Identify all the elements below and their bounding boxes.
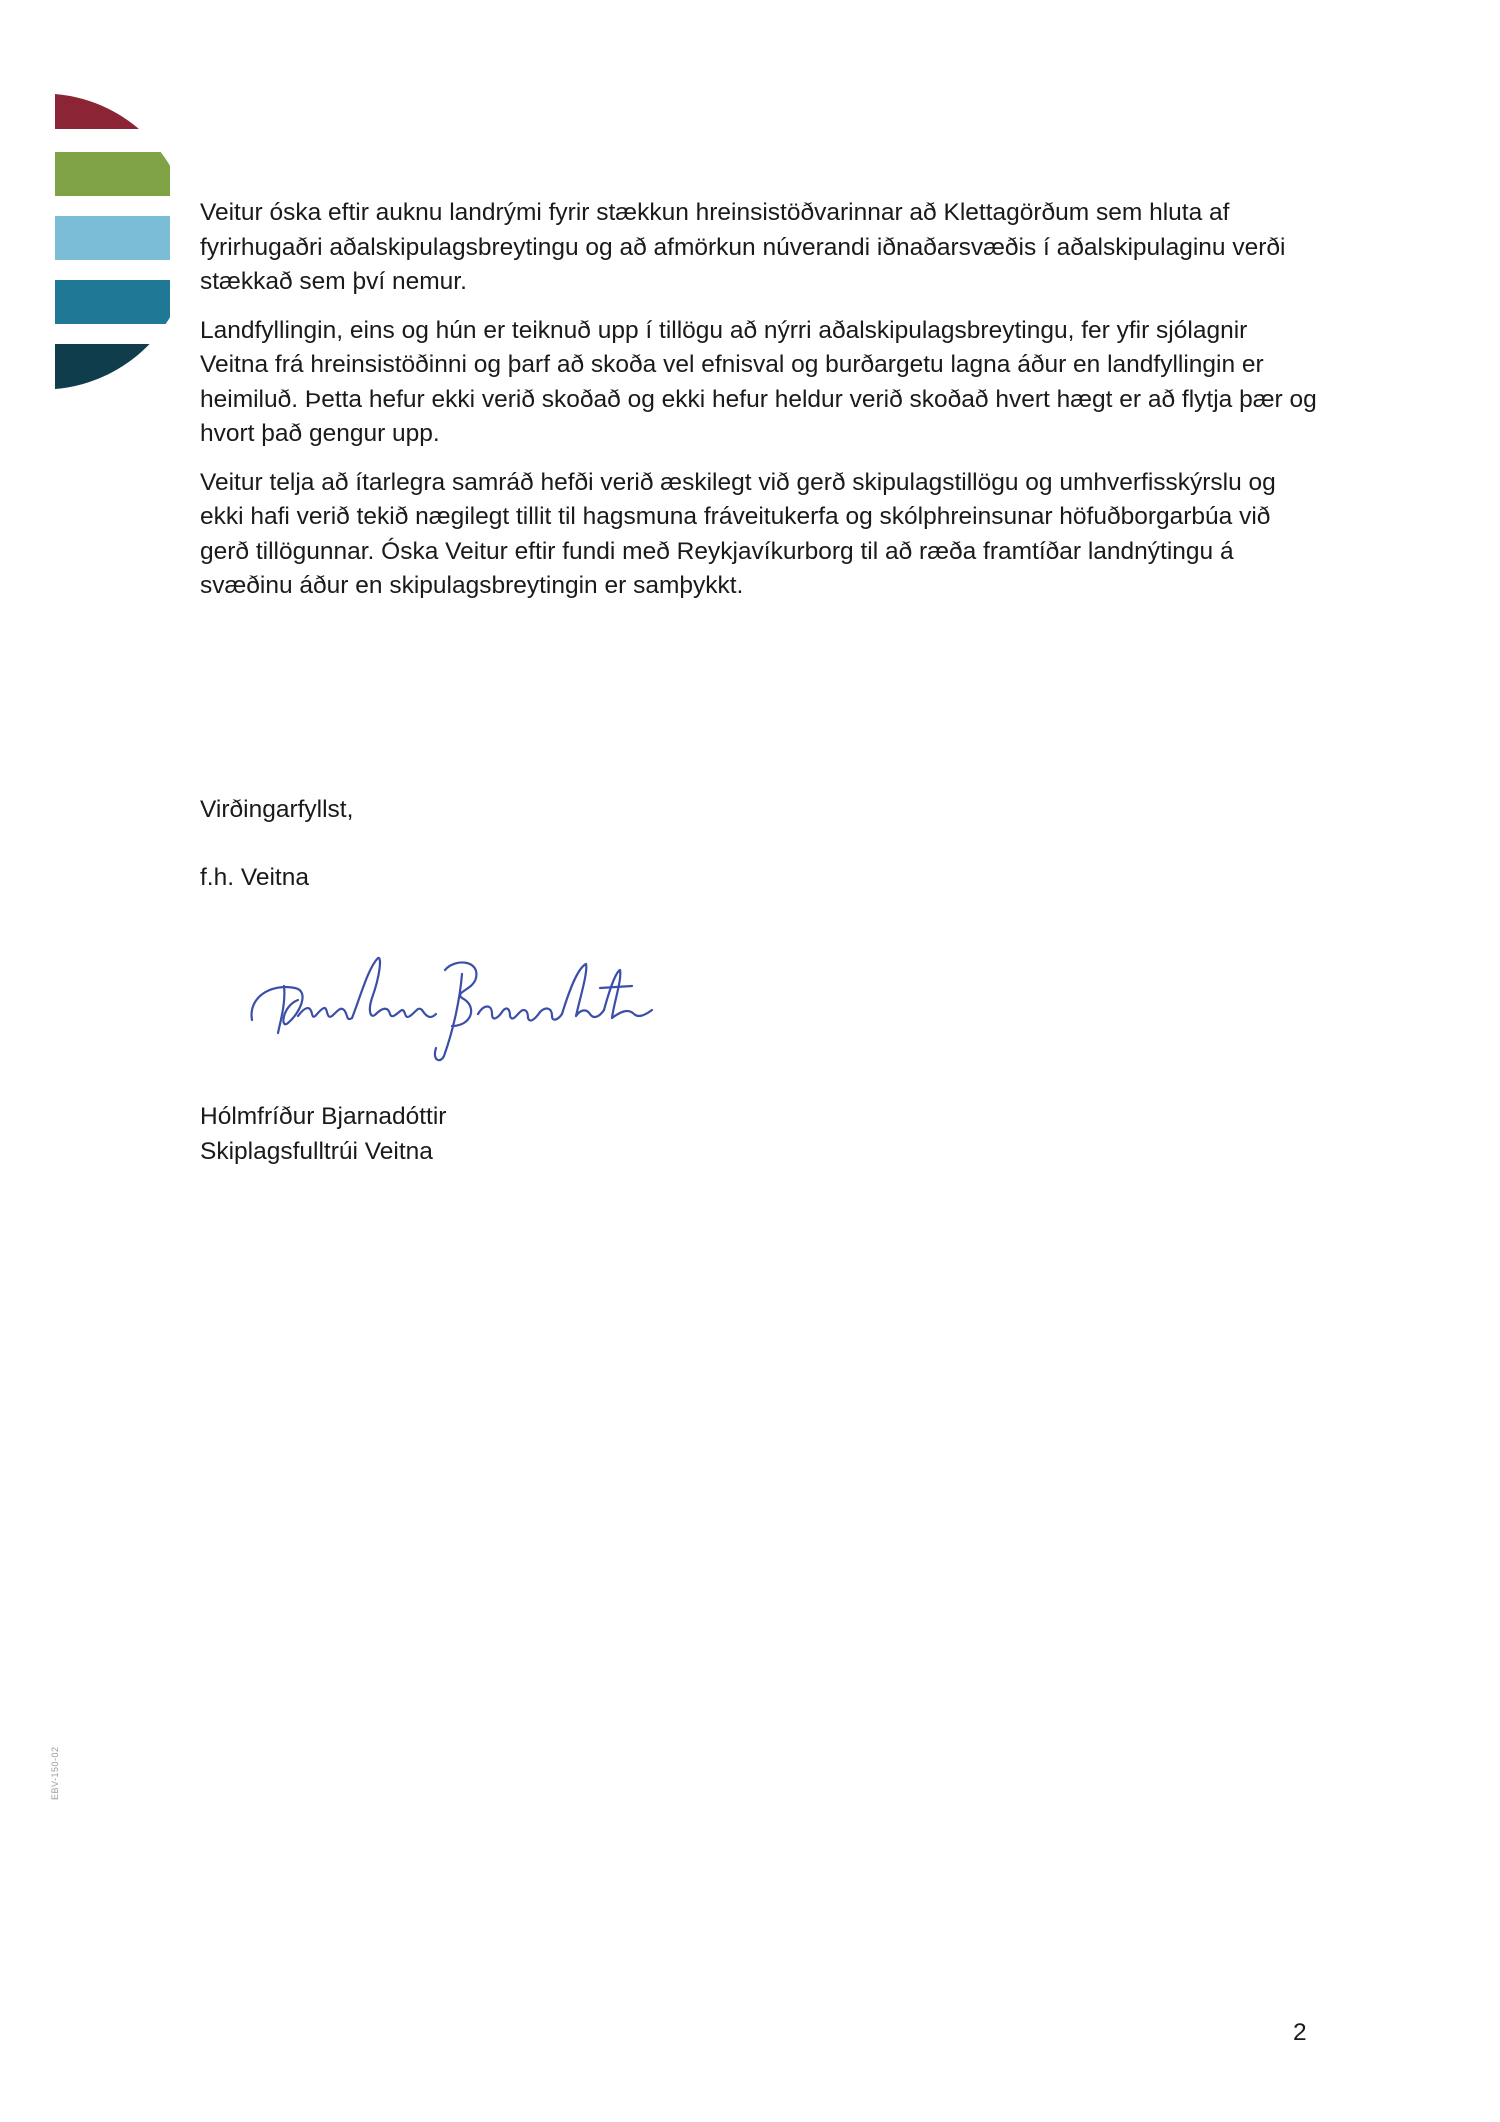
- page-number: 2: [1293, 2019, 1307, 2046]
- logo-stripe-5: [55, 344, 170, 389]
- handwritten-signature: [240, 928, 660, 1070]
- body-paragraph-2: Landfyllingin, eins og hún er teiknuð upp í tillögu að nýrri aðalskipulagsbreytingu, fer yfir sjólagnir Veitna frá hreinsistöðinni og þarf að skoða vel efnisval og burðargetu lagna áður en landfyllingin er heimiluð. Þetta hefur ekki verið skoðað og ekki hefur heldur verið skoðað hvert hægt er að flytja þær og hvort það gengur upp.: [200, 316, 1317, 447]
- letter-body: [200, 196, 1320, 618]
- veitur-logo: [55, 94, 170, 389]
- on-behalf: f.h. Veitna: [200, 863, 309, 891]
- logo-stripe-2: [55, 152, 170, 196]
- document-code: EBV-150-02: [50, 1746, 60, 1800]
- logo-stripe-4: [55, 280, 170, 324]
- signer-block: [200, 1100, 446, 1169]
- body-paragraph-3: Veitur telja að ítarlegra samráð hefði verið æskilegt við gerð skipulagstillögu og umhverfisskýrslu og ekki hafi verið tekið nægilegt tillit til hagsmuna fráveitukerfa og skólphreinsunar höfuðborgarbúa við gerð tillögunnar. Óska Veitur eftir fundi með Reykjavíkurborg til að ræða framtíðar landnýtingu á svæðinu áður en skipulagsbreytingin er samþykkt.: [200, 468, 1276, 599]
- signer-title: Skiplagsfulltrúi Veitna: [200, 1137, 433, 1165]
- signer-name: Hólmfríður Bjarnadóttir: [200, 1103, 447, 1130]
- logo-stripe-1: [55, 94, 170, 129]
- salutation: Virðingarfyllst,: [200, 796, 354, 823]
- body-paragraph-1: Veitur óska eftir auknu landrými fyrir stækkun hreinsistöðvarinnar að Klettagörðum sem hluta af fyrirhugaðri aðalskipulagsbreytingu og að afmörkun núverandi iðnaðarsvæðis í aðalskipulaginu verði stækkað sem því nemur.: [200, 199, 1286, 295]
- closing-block: [200, 793, 353, 928]
- logo-stripe-3: [55, 216, 170, 260]
